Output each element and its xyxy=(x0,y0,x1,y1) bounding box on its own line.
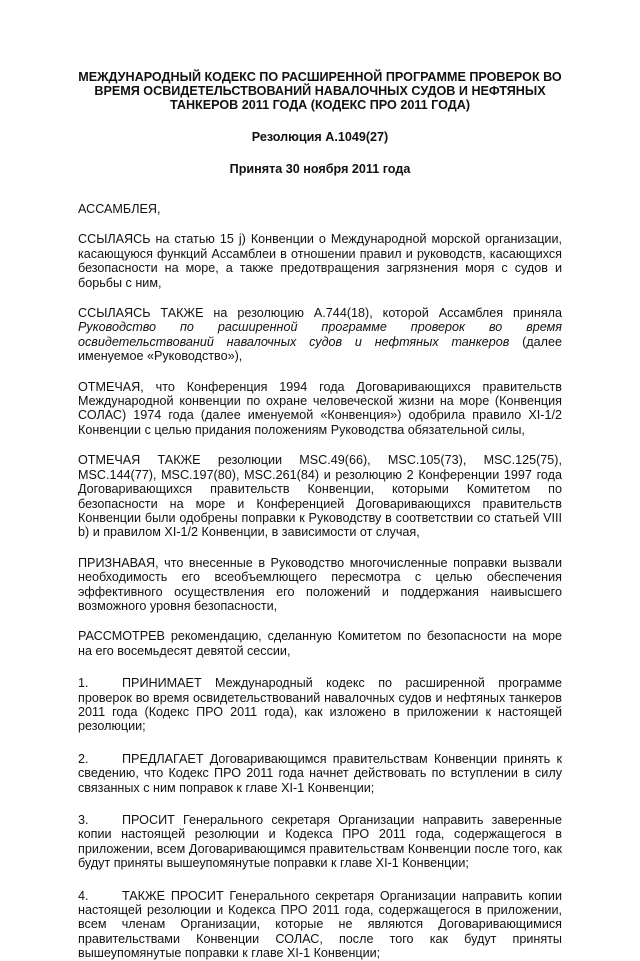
document-page xyxy=(78,70,562,961)
preamble-noting xyxy=(78,380,562,438)
preamble-tail: (далее именуемое «Руководство»), xyxy=(78,334,563,364)
preamble-recalling xyxy=(78,232,562,290)
preamble-lead: ССЫЛАЯСЬ ТАКЖЕ xyxy=(78,306,204,321)
paragraph-text: ТАКЖЕ ПРОСИТ Генерального секретаря Организации направить копии настоящей резолюции и Кодекса ПРО 2011 года, содержащегося в приложении, всем членам Организации, которые не являются Договаривающимися правительствами Конвенции СОЛАС, после того как будут приняты вышеупомянутые поправки к главе XI-1 Конвенции; xyxy=(78,888,562,961)
adoption-date: Принята 30 ноября 2011 года xyxy=(229,161,411,176)
preamble-lead: ПРИЗНАВАЯ xyxy=(78,555,156,570)
preamble-having-considered xyxy=(78,629,562,658)
preamble-lead: ССЫЛАЯСЬ xyxy=(78,232,151,247)
paragraph-number: 3. xyxy=(78,813,89,828)
paragraph-text: ПРОСИТ Генерального секретаря Организации направить заверенные копии настоящей резолюции и Кодекса ПРО 2011 года, содержащегося в приложении, всем Договаривающимся правительствам Конвенции после того, как будут приняты вышеупомянутые поправки к главе XI-1 Конвенции; xyxy=(78,813,562,871)
preamble-text: на статью 15 j) Конвенции о Международной морской организации, касающуюся функций Ассамблеи в отношении правил и руководств, касающихся безопасности на море, а также предотвращения загрязнения моря с судов и борьбы с ним, xyxy=(78,232,562,290)
operative-paragraph-2 xyxy=(78,752,562,795)
preamble-lead: ОТМЕЧАЯ ТАКЖЕ xyxy=(78,453,201,468)
preamble-recognizing xyxy=(78,556,562,614)
paragraph-number: 4. xyxy=(78,888,89,903)
preamble-text: резолюции MSC.49(66), MSC.105(73), MSC.125(75), MSC.144(77), MSC.197(80), MSC.261(84) и резолюцию 2 Конференции 1997 года Договаривающихся правительств Конвенции, которыми Комитетом по безопасности на море и Конференцией Договаривающихся правительств Конвенции были одобрены поправки к Руководству в соответствии со статьей VIII b) и правилом XI-1/2 Конвенции, в зависимости от случая, xyxy=(78,453,562,540)
operative-paragraph-1 xyxy=(78,676,562,734)
resolution-number: Резолюция A.1049(27) xyxy=(251,129,389,144)
paragraph-text: ПРЕДЛАГАЕТ Договаривающимся правительствам Конвенции принять к сведению, что Кодекс ПРО 2011 года начнет действовать по вступлении в силу связанных с ним поправок к главе XI-1 Конвенции; xyxy=(78,751,562,795)
guidelines-title: Руководство по расширенной программе проверок во время освидетельствований навалочных судов и нефтяных танкеров xyxy=(78,320,562,349)
preamble-lead: РАССМОТРЕВ xyxy=(78,629,165,644)
preamble-lead: ОТМЕЧАЯ xyxy=(78,379,141,394)
document-title: МЕЖДУНАРОДНЫЙ КОДЕКС ПО РАСШИРЕННОЙ ПРОГРАММЕ ПРОВЕРОК ВО ВРЕМЯ ОСВИДЕТЕЛЬСТВОВАНИЙ НАВАЛОЧНЫХ СУДОВ И НЕФТЯНЫХ ТАНКЕРОВ 2011 ГОДА (КОДЕКС ПРО 2011 ГОДА) xyxy=(78,70,562,113)
preamble-recalling-also xyxy=(78,306,562,364)
paragraph-text: ПРИНИМАЕТ Международный кодекс по расширенной программе проверок во время освидетельствований навалочных судов и нефтяных танкеров 2011 года (Кодекс ПРО 2011 года), как изложено в приложении к настоящей резолюции; xyxy=(78,676,562,734)
assembly-heading: АССАМБЛЕЯ, xyxy=(78,202,161,217)
paragraph-number: 1. xyxy=(78,676,89,691)
preamble-noting-also xyxy=(78,453,562,539)
operative-paragraph-4 xyxy=(78,889,562,961)
preamble-text: , что Конференция 1994 года Договаривающихся правительств Международной конвенции по охране человеческой жизни на море (Конвенция СОЛАС) 1974 года (далее именуемой «Конвенция») одобрила правило XI-1/2 Конвенции с целью придания положениям Руководства обязательной силы, xyxy=(78,379,562,437)
paragraph-number: 2. xyxy=(78,751,89,766)
operative-paragraph-3 xyxy=(78,813,562,871)
preamble-text: рекомендацию, сделанную Комитетом по безопасности на море на его восемьдесят девятой сессии, xyxy=(78,629,562,658)
preamble-text: на резолюцию A.744(18), которой Ассамблея приняла xyxy=(203,306,562,321)
preamble-text: , что внесенные в Руководство многочисленные поправки вызвали необходимость его всеобъемлющего пересмотра с целью обеспечения эффективного осуществления его положений и поддержания наивысшего возможного уровня безопасности, xyxy=(78,555,562,613)
